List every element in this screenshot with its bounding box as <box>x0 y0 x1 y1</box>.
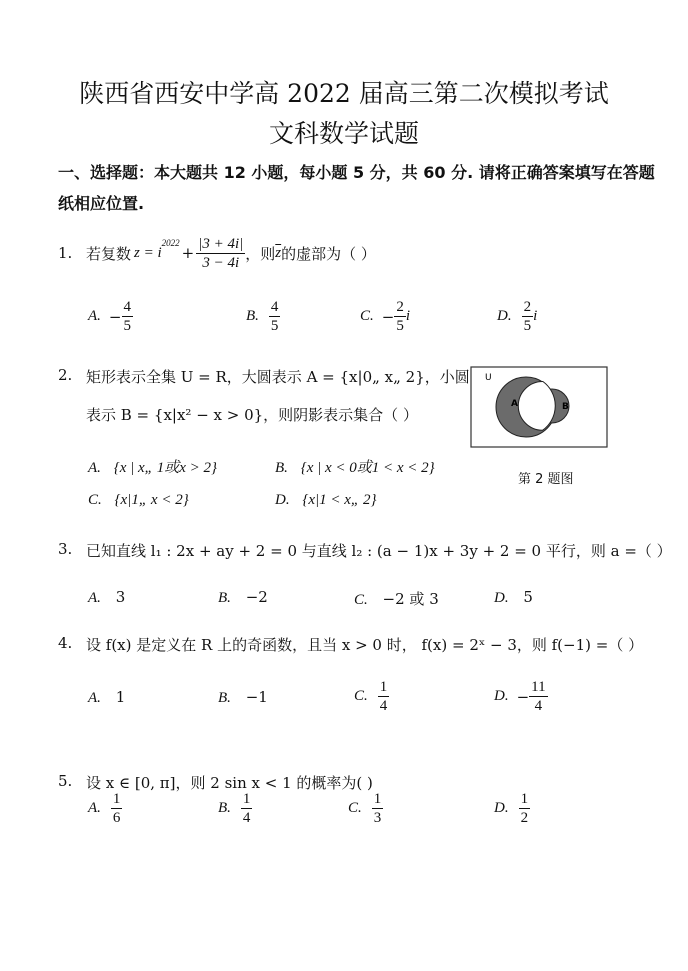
option-label: C. <box>88 492 102 508</box>
q1-plus: + <box>181 244 195 262</box>
frac-den: 5 <box>396 318 404 334</box>
option-text: {x | x < 0或1 < x < 2} <box>300 460 435 476</box>
frac-den: 5 <box>523 318 532 334</box>
q1-option-c[interactable] <box>360 298 410 335</box>
option-sign: − <box>108 307 122 326</box>
option-text: −2 或 3 <box>382 590 439 608</box>
option-label: D. <box>275 492 290 508</box>
q1-text-a: 若复数 <box>86 244 132 263</box>
option-label: D. <box>494 800 509 816</box>
option-label: A. <box>88 800 101 816</box>
q4-option-a[interactable] <box>88 688 125 707</box>
q2-option-c[interactable] <box>88 490 189 509</box>
option-label: B. <box>246 308 259 324</box>
option-label: C. <box>354 592 368 608</box>
option-label: A. <box>88 460 101 476</box>
q5-number: 5. <box>58 772 73 790</box>
option-fraction <box>122 298 134 335</box>
frac-num: 2 <box>523 299 532 315</box>
venn-caption: 第 2 题图 <box>518 472 574 487</box>
frac-den: 2 <box>520 810 529 826</box>
q5-option-c[interactable] <box>348 790 383 827</box>
q3-option-d[interactable] <box>494 588 533 607</box>
q2-option-a[interactable] <box>88 456 217 477</box>
option-label: C. <box>360 308 374 324</box>
q2-line1: 矩形表示全集 U = R，大圆表示 A = {x|0„ x„ 2}，小圆 <box>86 368 470 386</box>
venn-label-a: A <box>511 399 518 409</box>
q1-frac-num: |3 + 4i| <box>198 235 244 252</box>
frac-den: 4 <box>534 698 543 714</box>
q1-text-b: ，则 <box>245 244 276 263</box>
frac-num: 1 <box>112 791 121 807</box>
frac-num: 1 <box>379 679 388 695</box>
option-fraction <box>394 298 406 335</box>
option-label: B. <box>218 690 231 706</box>
frac-num: 2 <box>396 299 404 315</box>
option-fraction <box>522 298 534 335</box>
option-label: A. <box>88 308 101 324</box>
q4-option-b[interactable] <box>218 688 268 707</box>
q2-option-d[interactable] <box>275 490 377 509</box>
q2-line2: 表示 B = {x|x² − x > 0}，则阴影表示集合（ ） <box>86 406 418 424</box>
option-sign: − <box>381 307 395 326</box>
frac-num: 11 <box>531 679 546 695</box>
q4-option-d[interactable] <box>494 678 548 715</box>
q1-expr: z = i <box>134 244 162 261</box>
option-label: D. <box>497 308 512 324</box>
q3-stem: 已知直线 l₁ : 2x + ay + 2 = 0 与直线 l₂ : (a − 1)x + 3y + 2 = 0 平行，则 a =（ ） <box>86 542 672 560</box>
q3-option-a[interactable] <box>88 588 125 607</box>
q5-option-b[interactable] <box>218 790 252 827</box>
q4-stem: 设 f(x) 是定义在 R 上的奇函数，且当 x > 0 时， f(x) = 2ˣ − 3，则 f(−1) =（ ） <box>86 636 644 654</box>
option-fraction <box>519 790 531 827</box>
option-label: C. <box>354 688 368 704</box>
q2-option-b[interactable] <box>275 456 435 477</box>
frac-num: 4 <box>123 299 131 315</box>
option-text: −1 <box>245 688 268 706</box>
option-label: D. <box>494 590 509 606</box>
q3-option-b[interactable] <box>218 588 268 607</box>
q2-number: 2. <box>58 366 73 384</box>
venn-label-u: U <box>485 373 492 383</box>
frac-num: 4 <box>270 299 279 315</box>
option-fraction <box>241 790 253 827</box>
option-fraction <box>529 678 547 715</box>
option-label: A. <box>88 590 101 606</box>
option-fraction <box>378 678 390 715</box>
q3-option-c[interactable] <box>354 588 439 609</box>
option-text: 5 <box>523 588 533 606</box>
q5-stem: 设 x ∈ [0, π]，则 2 sin x < 1 的概率为( ) <box>86 774 373 792</box>
venn-label-b: B <box>562 402 569 412</box>
q1-option-d[interactable] <box>497 298 537 335</box>
option-text: {x|1 < x„ 2} <box>302 492 377 508</box>
option-label: A. <box>88 690 101 706</box>
venn-diagram <box>470 366 608 448</box>
option-text: {x|1„ x < 2} <box>114 492 189 508</box>
section-heading-line1: 一、选择题：本大题共 12 小题，每小题 5 分，共 60 分. 请将正确答案填写在答题 <box>58 163 655 182</box>
q1-frac-den: 3 − 4i <box>202 254 240 271</box>
q3-number: 3. <box>58 540 73 558</box>
q1-text-c: 的虚部为（ ） <box>281 244 376 263</box>
option-fraction <box>269 298 281 335</box>
q5-option-a[interactable] <box>88 790 122 827</box>
option-text: {x | x„ 1或x > 2} <box>113 460 218 476</box>
frac-num: 1 <box>242 791 251 807</box>
option-fraction <box>111 790 123 827</box>
option-label: B. <box>275 460 288 476</box>
option-text: 3 <box>115 588 126 606</box>
q4-number: 4. <box>58 634 73 652</box>
option-label: D. <box>494 688 509 704</box>
frac-den: 5 <box>123 318 131 334</box>
frac-num: 1 <box>520 791 529 807</box>
frac-num: 1 <box>373 791 382 807</box>
frac-den: 3 <box>373 810 382 826</box>
q1-option-b[interactable] <box>246 298 280 335</box>
q1-option-a[interactable] <box>88 298 133 335</box>
frac-den: 4 <box>379 698 388 714</box>
option-label: B. <box>218 590 231 606</box>
exam-subtitle: 文科数学试题 <box>268 119 419 148</box>
q1-number: 1. <box>58 244 73 262</box>
q1-fraction <box>196 235 245 272</box>
frac-den: 4 <box>242 810 251 826</box>
q1-zbar: $\overline{z}$ <box>275 244 282 261</box>
section-heading-line2: 纸相应位置. <box>58 194 145 213</box>
option-suffix: i <box>405 308 411 324</box>
option-text: 1 <box>115 688 126 706</box>
option-suffix: i <box>533 308 538 324</box>
q4-option-c[interactable] <box>354 678 389 715</box>
option-fraction <box>372 790 384 827</box>
option-label: B. <box>218 800 231 816</box>
q1-stem <box>86 230 376 276</box>
frac-den: 6 <box>112 810 121 826</box>
q1-exponent: 2022 <box>161 238 180 248</box>
option-text: −2 <box>245 588 268 606</box>
option-label: C. <box>348 800 362 816</box>
option-sign: − <box>516 687 530 706</box>
q5-option-d[interactable] <box>494 790 530 827</box>
exam-title: 陕西省西安中学高 2022 届高三第二次模拟考试 <box>79 79 609 108</box>
frac-den: 5 <box>270 318 279 334</box>
